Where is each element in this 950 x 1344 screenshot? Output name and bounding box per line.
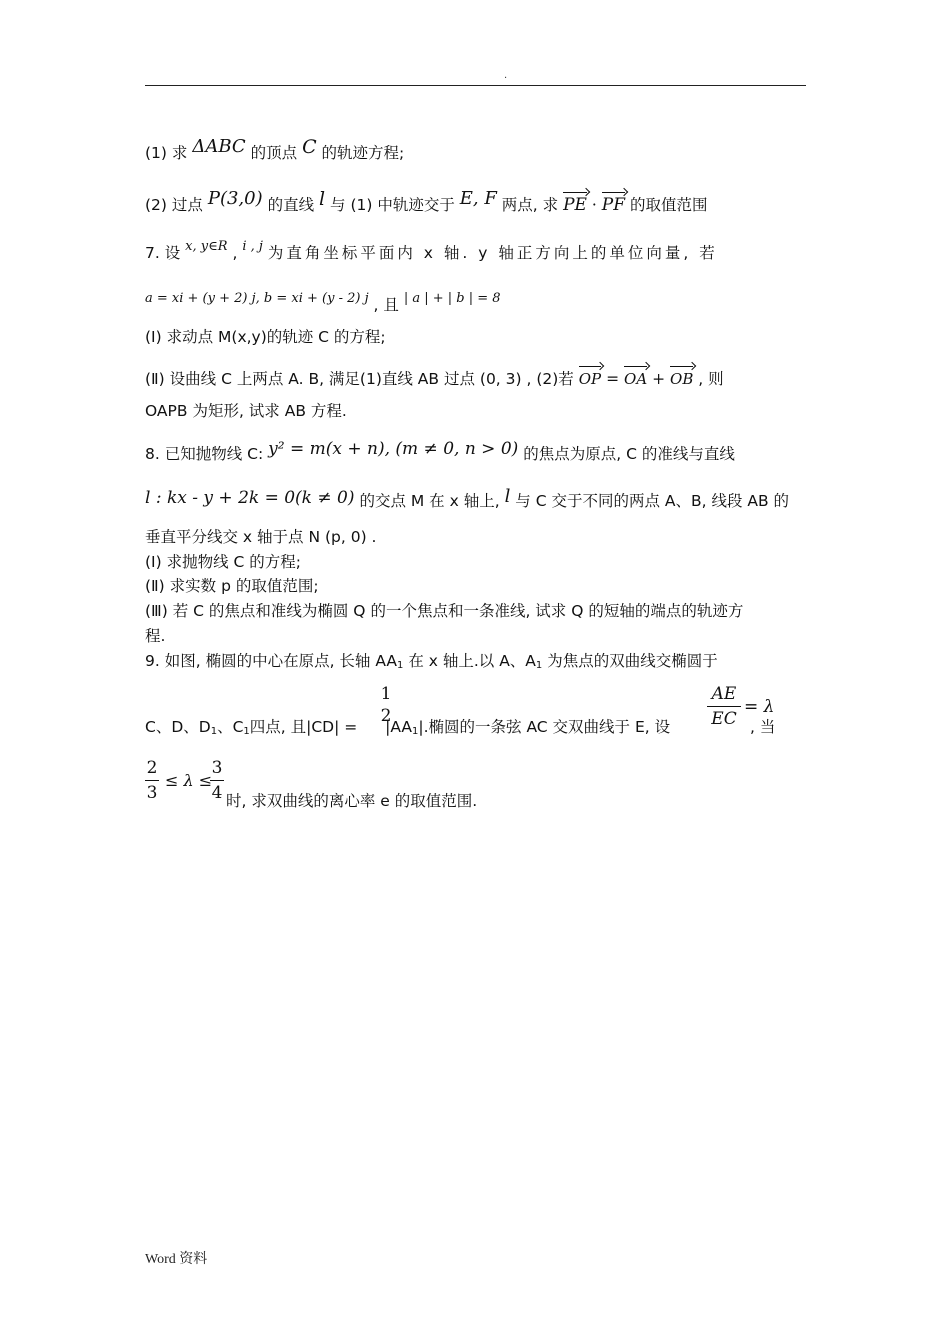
text: (2) 过点 [145, 196, 203, 214]
text: , [232, 244, 238, 262]
question-8-part-3-cont [145, 625, 165, 647]
text: OAPB 为矩形, 试求 AB 方程. [145, 402, 347, 420]
question-7-vectors [145, 288, 501, 312]
math-triangle-abc: ΔABC [192, 136, 246, 157]
numerator: AE [711, 684, 737, 704]
fraction-ae-over-ec [707, 684, 741, 729]
text: 的直线 [267, 196, 315, 214]
math-vectors-a-b: a = xi + (y + 2) j, b = xi + (y - 2) j [145, 291, 369, 306]
question-7-part-2 [145, 368, 724, 390]
header-rule [145, 85, 806, 86]
text: 为焦点的双曲线交椭圆于 [547, 652, 718, 670]
math-point-p: P(3,0) [207, 188, 263, 209]
math-c: C [302, 136, 317, 158]
text: (1) 求 [145, 144, 188, 162]
question-8-line [145, 486, 790, 512]
text: (Ⅱ) 求实数 p 的取值范围; [145, 577, 319, 595]
vector-op: OP [578, 370, 602, 388]
math-line-equation: l : kx - y + 2k = 0(k ≠ 0) [145, 488, 355, 508]
text: , 则 [698, 370, 724, 388]
math-e-f: E, F [459, 188, 497, 209]
vector-oa: OA [624, 370, 648, 388]
text: (Ⅱ) 设曲线 C 上两点 A. B, 满足(1)直线 AB 过点 (0, 3) , (2)若 [145, 370, 574, 388]
vector-ob: OB [670, 370, 694, 388]
fraction-three-quarters [210, 758, 224, 803]
math-norm-sum: | a | + | b | = 8 [403, 291, 501, 306]
question-7-part-2-cont [145, 400, 347, 422]
denominator: 2 [380, 706, 392, 726]
question-8-line-cont [145, 526, 376, 548]
text: C、D、D [145, 718, 211, 736]
plus: + [652, 370, 666, 388]
equals-lambda: = λ [744, 697, 775, 717]
numerator: 3 [211, 758, 223, 778]
math-i-j: i , j [242, 239, 263, 254]
text: 垂直平分线交 x 轴于点 N (p, 0) . [145, 528, 377, 546]
math-line-l: l [319, 188, 326, 210]
question-6-part-1 [145, 136, 405, 164]
equals: = [606, 370, 620, 388]
question-7-intro [145, 239, 718, 266]
question-9-intro [145, 650, 718, 677]
numerator: 2 [146, 758, 158, 778]
text: 两点, 求 [501, 196, 559, 214]
text: 与 (1) 中轨迹交于 [330, 196, 455, 214]
text: 的顶点 [250, 144, 298, 162]
question-9-condition [145, 716, 775, 743]
math-parabola: y² = m(x + n), (m ≠ 0, n > 0) [268, 439, 519, 459]
text: 7. 设 [145, 244, 181, 262]
math-xy-in-r: x, y∈R [185, 239, 228, 254]
text: 为直角坐标平面内 x 轴. y 轴正方向上的单位向量, 若 [267, 244, 718, 262]
math-line-l: l [504, 486, 511, 507]
fraction-two-thirds [145, 758, 159, 803]
vector-pf: PF [601, 195, 625, 215]
footer-label: Word 资料 [145, 1252, 208, 1267]
text: |AA [385, 718, 413, 736]
text: , 且 [373, 296, 399, 314]
text: (Ⅲ) 若 C 的焦点和准线为椭圆 Q 的一个焦点和一条准线, 试求 Q 的短轴的端点的轨迹方 [145, 602, 744, 620]
question-8-part-2 [145, 575, 319, 597]
text: (Ⅰ) 求动点 M(x,y)的轨迹 C 的方程; [145, 328, 386, 346]
text: 四点, 且|CD| = [249, 718, 358, 736]
text: 8. 已知抛物线 C: [145, 445, 264, 463]
fraction-one-half [378, 684, 394, 726]
text: 9. 如图, 椭圆的中心在原点, 长轴 AA [145, 652, 397, 670]
denominator: 3 [146, 783, 158, 803]
question-8-intro [145, 439, 735, 465]
vector-pe: PE [563, 195, 587, 215]
text: 的交点 M 在 x 轴上, [359, 492, 500, 510]
subscript: 1 [412, 726, 419, 737]
text: 时, 求双曲线的离心率 e 的取值范围. [226, 792, 478, 810]
question-8-part-1 [145, 551, 301, 573]
text: 程. [145, 627, 166, 645]
subscript: 1 [243, 726, 250, 737]
text: 的焦点为原点, C 的准线与直线 [523, 445, 735, 463]
denominator: EC [711, 709, 737, 729]
inequality-lambda: ≤ λ ≤ [165, 771, 213, 790]
text: 在 x 轴上.以 A、A [408, 652, 536, 670]
text: (Ⅰ) 求抛物线 C 的方程; [145, 553, 301, 571]
question-7-part-1 [145, 326, 386, 348]
text: |.椭圆的一条弦 AC 交双曲线于 E, 设 [418, 718, 671, 736]
numerator: 1 [380, 684, 392, 704]
subscript: 1 [397, 660, 404, 671]
question-6-part-2 [145, 188, 708, 216]
subscript: 1 [535, 660, 543, 671]
question-8-part-3 [145, 600, 743, 622]
text: 与 C 交于不同的两点 A、B, 线段 AB 的 [515, 492, 790, 510]
text: 的轨迹方程; [321, 144, 405, 162]
text: 、C [217, 718, 244, 736]
question-9-ask [226, 790, 477, 812]
text: 的取值范围 [629, 196, 708, 214]
header-dot: . [504, 70, 508, 81]
subscript: 1 [210, 726, 218, 737]
text: , 当 [750, 718, 776, 736]
denominator: 4 [211, 783, 223, 803]
dot-operator: · [591, 196, 597, 214]
